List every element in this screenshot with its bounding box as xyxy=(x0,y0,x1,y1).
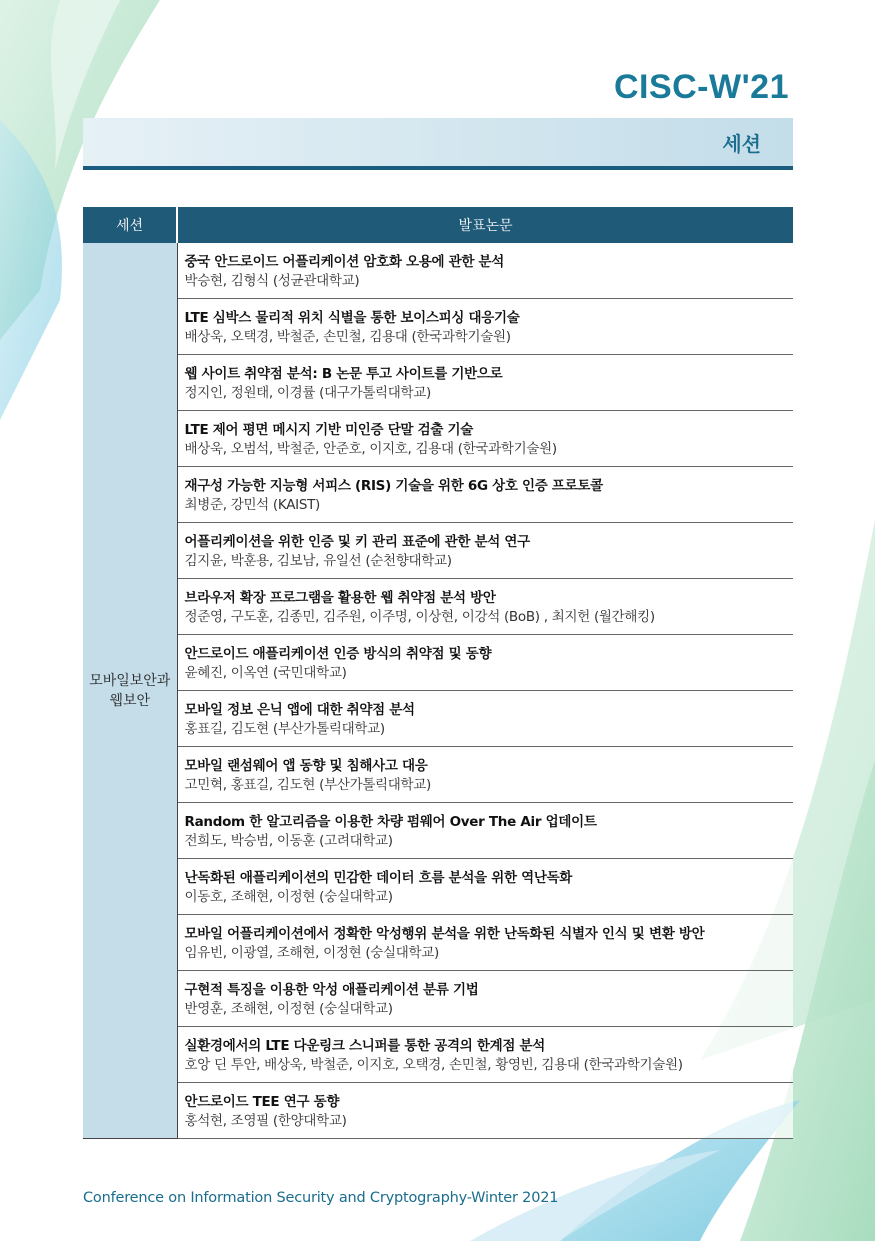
table-header-row xyxy=(83,207,793,243)
section-title: 세션 xyxy=(722,132,761,156)
table-row xyxy=(83,1027,793,1083)
paper-authors: 박승현, 김형식 (성균관대학교) xyxy=(184,272,360,289)
table-row xyxy=(83,411,793,467)
paper-cell xyxy=(177,747,793,803)
paper-cell xyxy=(177,243,793,299)
paper-title: 중국 안드로이드 어플리케이션 암호화 오용에 관한 분석 xyxy=(184,253,504,270)
table-row xyxy=(83,803,793,859)
table-row xyxy=(83,691,793,747)
session-table xyxy=(83,207,793,1139)
paper-title: LTE 제어 평면 메시지 기반 미인증 단말 검출 기술 xyxy=(184,421,473,438)
paper-authors: 김지윤, 박훈용, 김보남, 유일선 (순천향대학교) xyxy=(184,552,452,569)
paper-authors: 홍표길, 김도현 (부산가톨릭대학교) xyxy=(184,720,385,737)
table-row xyxy=(83,1083,793,1139)
paper-cell xyxy=(177,467,793,523)
paper-title: LTE 심박스 물리적 위치 식별을 통한 보이스피싱 대응기술 xyxy=(184,309,520,326)
paper-title: 안드로이드 애플리케이션 인증 방식의 취약점 및 동향 xyxy=(184,645,492,662)
paper-cell xyxy=(177,523,793,579)
paper-title: 재구성 가능한 지능형 서피스 (RIS) 기술을 위한 6G 상호 인증 프로토콜 xyxy=(184,477,603,494)
paper-title: 웹 사이트 취약점 분석: B 논문 투고 사이트를 기반으로 xyxy=(184,365,503,382)
paper-title: 브라우저 확장 프로그램을 활용한 웹 취약점 분석 방안 xyxy=(184,589,496,606)
table-row xyxy=(83,299,793,355)
paper-title: 어플리케이션을 위한 인증 및 키 관리 표준에 관한 분석 연구 xyxy=(184,533,530,550)
section-header-band xyxy=(83,118,793,170)
paper-cell xyxy=(177,859,793,915)
table-row xyxy=(83,579,793,635)
paper-cell xyxy=(177,579,793,635)
paper-authors: 배상욱, 오범석, 박철준, 안준호, 이지호, 김용대 (한국과학기술원) xyxy=(184,440,557,457)
column-header-papers: 발표논문 xyxy=(177,207,793,243)
session-name-cell xyxy=(83,243,177,1139)
paper-authors: 반영훈, 조해현, 이정현 (숭실대학교) xyxy=(184,1000,393,1017)
paper-cell xyxy=(177,299,793,355)
paper-cell xyxy=(177,1083,793,1139)
paper-cell xyxy=(177,355,793,411)
paper-cell xyxy=(177,691,793,747)
table-row xyxy=(83,971,793,1027)
paper-authors: 최병준, 강민석 (KAIST) xyxy=(184,496,321,513)
table-row xyxy=(83,355,793,411)
paper-title: 모바일 랜섬웨어 앱 동향 및 침해사고 대응 xyxy=(184,757,428,774)
table-row xyxy=(83,747,793,803)
table-row xyxy=(83,859,793,915)
paper-title: 안드로이드 TEE 연구 동향 xyxy=(184,1093,340,1110)
paper-cell xyxy=(177,411,793,467)
paper-authors: 전희도, 박승범, 이동훈 (고려대학교) xyxy=(184,832,393,849)
paper-title: Random 한 알고리즘을 이용한 차량 펌웨어 Over The Air 업데이트 xyxy=(184,813,597,830)
table-row xyxy=(83,915,793,971)
paper-title: 실환경에서의 LTE 다운링크 스니퍼를 통한 공격의 한계점 분석 xyxy=(184,1037,545,1054)
table-row xyxy=(83,635,793,691)
table-row xyxy=(83,467,793,523)
paper-title: 모바일 정보 은닉 앱에 대한 취약점 분석 xyxy=(184,701,415,718)
paper-authors: 정지인, 정원태, 이경률 (대구가톨릭대학교) xyxy=(184,384,431,401)
paper-authors: 홍석현, 조영필 (한양대학교) xyxy=(184,1112,347,1129)
paper-authors: 배상욱, 오택경, 박철준, 손민철, 김용대 (한국과학기술원) xyxy=(184,328,511,345)
column-header-session: 세션 xyxy=(83,207,177,243)
table-row xyxy=(83,243,793,299)
paper-cell xyxy=(177,915,793,971)
paper-authors: 임유빈, 이광열, 조해현, 이정현 (숭실대학교) xyxy=(184,944,439,961)
paper-title: 난독화된 애플리케이션의 민감한 데이터 흐름 분석을 위한 역난독화 xyxy=(184,869,573,886)
paper-authors: 윤혜진, 이옥연 (국민대학교) xyxy=(184,664,347,681)
paper-authors: 정준영, 구도훈, 김종민, 김주원, 이주명, 이상현, 이강석 (BoB) , 최지헌 (월간해킹) xyxy=(184,608,655,625)
paper-cell xyxy=(177,635,793,691)
footer-text: Conference on Information Security and Cryptography-Winter 2021 xyxy=(83,1190,559,1206)
session-name: 모바일보안과 웹보안 xyxy=(89,672,171,709)
paper-cell xyxy=(177,1027,793,1083)
paper-cell xyxy=(177,971,793,1027)
table-row xyxy=(83,523,793,579)
paper-authors: 고민혁, 홍표길, 김도현 (부산가톨릭대학교) xyxy=(184,776,431,793)
table-body xyxy=(83,243,793,1139)
paper-cell xyxy=(177,803,793,859)
paper-title: 구현적 특징을 이용한 악성 애플리케이션 분류 기법 xyxy=(184,981,479,998)
conference-logo: CISC-W'21 xyxy=(613,68,789,106)
paper-title: 모바일 어플리케이션에서 정확한 악성행위 분석을 위한 난독화된 식별자 인식 및 변환 방안 xyxy=(184,925,705,942)
paper-authors: 호앙 딘 투안, 배상욱, 박철준, 이지호, 오택경, 손민철, 황영빈, 김용대 (한국과학기술원) xyxy=(184,1056,683,1073)
paper-authors: 이동호, 조해현, 이정현 (숭실대학교) xyxy=(184,888,393,905)
